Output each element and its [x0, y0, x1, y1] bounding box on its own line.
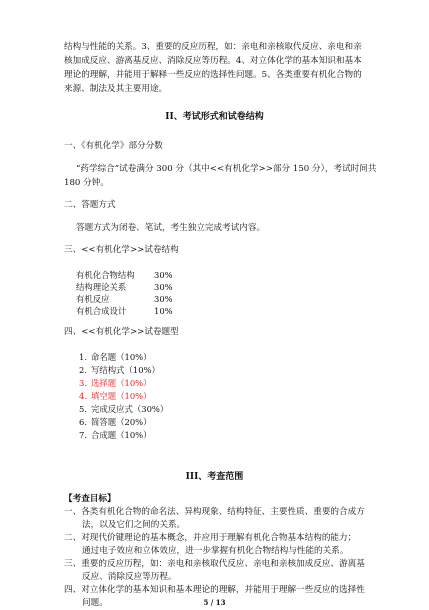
- subheading-structure: 三、<<有机化学>>试卷结构: [64, 245, 179, 255]
- scores-paragraph: 180 分钟。: [64, 178, 109, 188]
- list-item: [79, 351, 152, 363]
- intro-line: 结构与性能的关系。3、重要的反应历程，如：亲电和亲核取代反应、亲电和亲: [64, 42, 362, 52]
- list-number: 7.: [79, 430, 87, 440]
- list-text: 合成题（10%）: [91, 430, 152, 440]
- section-title: II、考试形式和试卷结构: [165, 112, 264, 122]
- structure-pct: 30%: [154, 282, 173, 292]
- list-text: 写结构式（10%）: [91, 365, 160, 375]
- structure-row: [76, 269, 173, 281]
- goal-line: 四、对立体化学的基本知识和基本理论的理解，并能用于理解一些反应的选择性: [64, 585, 365, 595]
- structure-pct: 30%: [154, 294, 173, 304]
- answer-mode-paragraph: 答题方式为闭卷、笔试，考生独立完成考试内容。: [76, 223, 266, 233]
- goal-line: 问题。: [82, 598, 108, 608]
- structure-name: 有机合成设计: [76, 306, 127, 316]
- goal-line: 二、对现代价键理论的基本概念，并应用于理解有机化合物基本结构的能力；: [64, 533, 357, 543]
- list-text: 填空题（10%）: [91, 391, 152, 401]
- structure-row: [76, 293, 173, 305]
- intro-line: 核加成反应、游离基反应、消除反应等历程。4、对立体化学的基本知识和基本: [64, 56, 362, 66]
- list-number: 5.: [79, 404, 87, 414]
- goal-line: 通过电子效应和立体效应，进一步掌握有机化合物结构与性能的关系。: [82, 546, 349, 556]
- structure-pct: 30%: [154, 270, 173, 280]
- goal-line: 反应、消除反应等历程。: [82, 572, 177, 582]
- list-item: [79, 403, 168, 415]
- list-item: [79, 429, 152, 441]
- goal-line: 一、各类有机化合物的命名法、异构现象、结构特征、主要性质、重要的合成方: [64, 507, 365, 517]
- list-number: 2.: [79, 365, 87, 375]
- list-number: 3.: [79, 378, 87, 388]
- list-text: 命名题（10%）: [91, 352, 152, 362]
- list-number: 1.: [79, 352, 87, 362]
- list-item: [79, 364, 160, 376]
- structure-pct: 10%: [154, 306, 173, 316]
- list-number: 6.: [79, 417, 87, 427]
- section-title: III、考查范围: [185, 472, 244, 482]
- intro-line: 来源、制法及其主要用途。: [64, 84, 168, 94]
- list-text: 简答题（20%）: [91, 417, 152, 427]
- structure-row: [76, 281, 173, 293]
- list-item: [79, 416, 152, 428]
- goal-line: 三、重要的反应历程，如：亲电和亲核取代反应、亲电和亲核加成反应、游离基: [64, 559, 365, 569]
- subheading-answer-mode: 二、答题方式: [64, 200, 116, 210]
- intro-line: 理论的理解，并能用于解释一些反应的选择性问题。5、各类重要有机化合物的: [64, 70, 362, 80]
- structure-name: 有机反应: [76, 294, 110, 304]
- goal-heading: 【考查目标】: [64, 494, 116, 504]
- list-item-highlighted: [79, 390, 152, 402]
- list-text: 完成反应式（30%）: [91, 404, 169, 414]
- subheading-question-types: 四、<<有机化学>>试卷题型: [64, 327, 179, 337]
- page-number: 5 / 13: [203, 598, 226, 607]
- list-text: 选择题（10%）: [91, 378, 152, 388]
- structure-name: 有机化合物结构: [76, 270, 135, 280]
- goal-line: 法，以及它们之间的关系。: [82, 520, 186, 530]
- structure-row: [76, 305, 173, 317]
- list-item-highlighted: [79, 377, 152, 389]
- scores-paragraph: “药学综合”试卷满分 300 分（其中<<有机化学>>部分 150 分），考试时间共: [76, 164, 377, 174]
- subheading-scores: 一、《有机化学》部分分数: [64, 141, 163, 151]
- structure-name: 结构理论关系: [76, 282, 127, 292]
- list-number: 4.: [79, 391, 87, 401]
